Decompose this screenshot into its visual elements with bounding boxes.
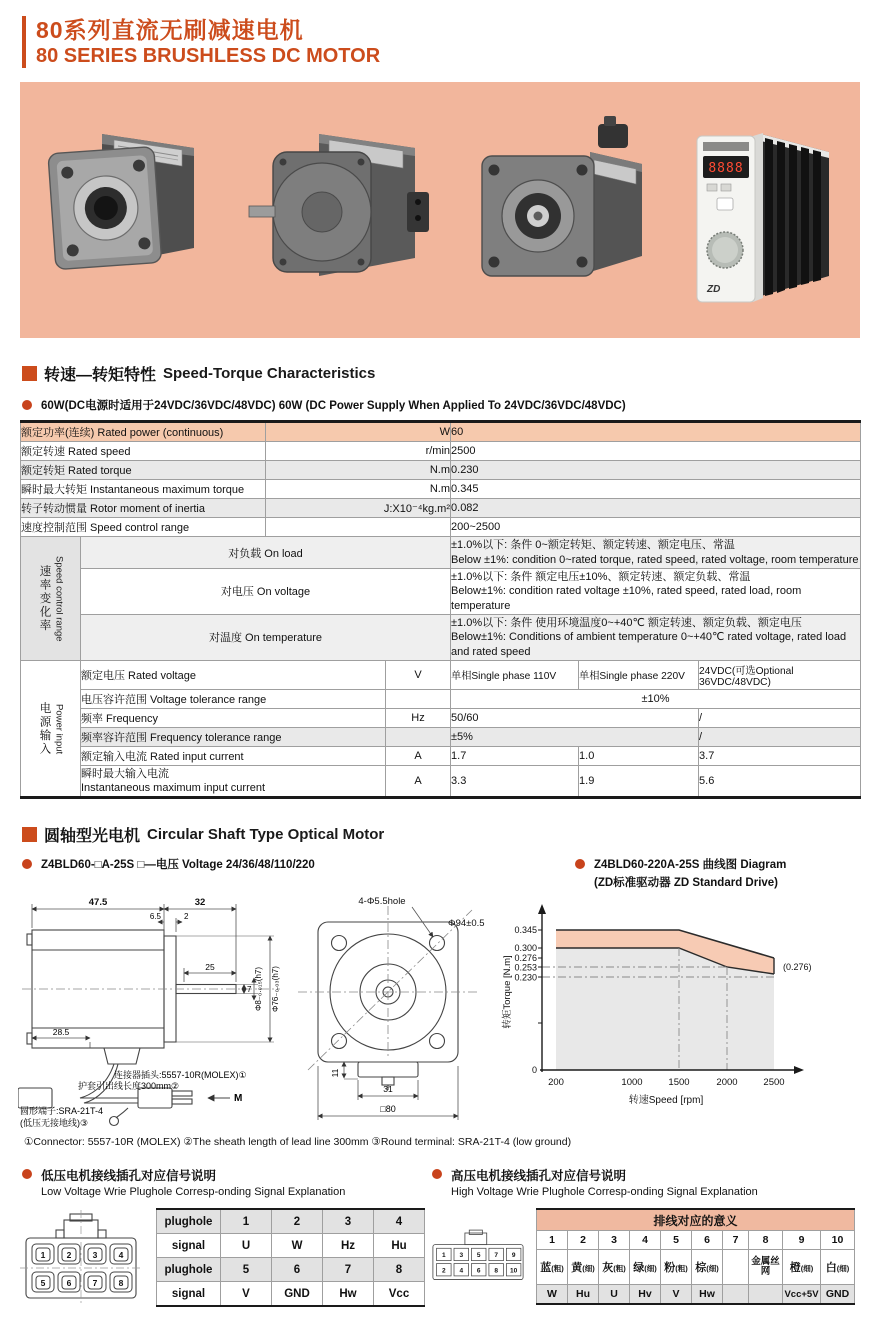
bullet-dot-icon: [575, 859, 585, 869]
spec-row-speed-range: 速度控制范围 Speed control range 200~2500: [21, 518, 861, 537]
speed-torque-chart: [498, 892, 828, 1110]
section-optical-header: [22, 823, 880, 846]
spec-row-frequency: 频率 Frequency Hz 50/60 /: [21, 708, 861, 727]
spec-row-max-current: 瞬时最大输入电流 Instantaneous maximum input current A 3.3 1.9 5.6: [21, 765, 861, 798]
dim-shaft-dia: Φ8₋₀.₀₁₅(h7): [254, 967, 263, 1012]
spec-row-rated-torque: 额定转矩 Rated torque N.m 0.230: [21, 461, 861, 480]
pin-number: 8: [118, 1277, 124, 1288]
section-title-zh: 圆轴型光电机: [44, 828, 141, 846]
dim-pitch-dia: Φ94±0.5: [448, 918, 485, 930]
wiring-section: [20, 1166, 860, 1307]
spec-row-rated-voltage: 电源输入 Power input 额定电压 Rated voltage V 单相Single phase 110V 单相Single phase 220V 24VDC(可选Optional 36VDC/48VDC): [21, 660, 861, 689]
low-voltage-block: [20, 1166, 430, 1307]
spec-row-inertia: 转子转动惯量 Rotor moment of inertia J:X10⁻⁴kg.m² 0.082: [21, 499, 861, 518]
section-speed-torque-header: [22, 362, 880, 385]
dim-32: 32: [194, 897, 206, 909]
group-label-power-input: 电源输入 Power input: [21, 660, 81, 798]
y-tick: 0.253: [514, 962, 537, 973]
low-voltage-signal-table: [156, 1208, 425, 1307]
page-title: 80系列直流无刷减速电机: [36, 17, 304, 43]
pin-number: 5: [40, 1277, 46, 1288]
high-voltage-signal-table: [536, 1208, 855, 1305]
pin-number: 7: [494, 1251, 499, 1259]
pin-number: 4: [118, 1249, 124, 1260]
section-title-en: Circular Shaft Type Optical Motor: [147, 826, 385, 844]
motor-photo-2: [245, 100, 440, 320]
dim-2: 2: [184, 912, 189, 922]
group-label-speed-variation: 速率变化率 Speed control range: [21, 537, 81, 661]
header-accent-bar: [22, 16, 26, 68]
condition-note: [22, 397, 880, 413]
x-tick: 200: [548, 1077, 564, 1089]
table-row: W Hu U Hv V Hw Vcc+5V GND: [537, 1285, 855, 1305]
dim-sq80: □80: [380, 1104, 396, 1115]
footnote: ①Connector: 5557-10R (MOLEX) ②The sheath length of lead line 300mm ③Round terminal: SRA-21T-4 (low ground): [24, 1136, 572, 1149]
section-title-en: Speed-Torque Characteristics: [163, 365, 376, 382]
y-tick: 0.230: [514, 972, 537, 983]
pin-number: 8: [494, 1267, 499, 1275]
bullet-dot-icon: [22, 400, 32, 410]
low-voltage-connector-drawing: [20, 1210, 142, 1306]
high-voltage-block: [430, 1166, 860, 1307]
dim-flange-dia: Φ76₋₀.₀₃(h7): [271, 966, 280, 1013]
driver-photo: [669, 100, 844, 320]
x-tick: 1500: [668, 1077, 690, 1089]
page-subtitle: 80 SERIES BRUSHLESS DC MOTOR: [36, 45, 381, 67]
spec-row-rated-power: 额定功率(连续) Rated power (continuous) W 60: [21, 422, 861, 442]
high-voltage-connector-drawing: [430, 1218, 526, 1296]
page-header: [22, 16, 880, 68]
pin-number: 9: [511, 1251, 516, 1259]
spec-row-on-temperature: 对温度 On temperature ±1.0%以下: 条件 使用环境温度0~+40℃ 额定转速、额定负载、额定电压 Below±1%: Conditions of ambient temperature 0~+40℃ rated voltage, rated load and rated speed: [21, 614, 861, 660]
pin-number: 1: [40, 1249, 46, 1260]
bullet-dot-icon: [432, 1169, 442, 1179]
callout-terminal: 圆形端子:SRA-21T-4: [20, 1106, 104, 1117]
spec-row-on-voltage: 对电压 On voltage ±1.0%以下: 条件 额定电压±10%、额定转速、额定负载、常温 Below±1%: condition rated voltage ±10%, rated speed, rated load, room temperature: [21, 569, 861, 615]
spec-table: [20, 420, 861, 799]
spec-row-on-load: 速率变化率 Speed control range 对负载 On load ±1.0%以下: 条件 0~额定转矩、额定转速、额定电压、常温 Below ±1%: condition 0~rated torque, rated speed, rated voltage, room temperature: [21, 537, 861, 569]
dim-11: 11: [330, 1069, 340, 1078]
pin-number: 2: [441, 1267, 446, 1275]
callout-connector: 连接器插头:5557-10R(MOLEX)①: [114, 1070, 247, 1081]
x-tick: 2500: [763, 1077, 785, 1089]
bullet-dot-icon: [22, 1169, 32, 1179]
side-view-drawing: [18, 892, 286, 1130]
pin-number: 3: [92, 1249, 98, 1260]
chart-ylabel: 转矩Torque [N.m]: [502, 955, 513, 1030]
bullet-dot-icon: [22, 859, 32, 869]
chart-annotation: (0.276): [783, 962, 812, 973]
spec-row-max-torque: 瞬时最大转矩 Instantaneous maximum torque N.m 0.345: [21, 480, 861, 499]
dim-7: 7: [247, 985, 252, 995]
table-row: 蓝(粗) 黄(细) 灰(粗) 绿(细) 粉(粗) 棕(细) 金属丝网 橙(细) 白(细): [537, 1250, 855, 1285]
y-tick: 0: [531, 1065, 537, 1076]
pin-number: 6: [66, 1277, 72, 1288]
spec-row-rated-current: 额定输入电流 Rated input current A 1.7 1.0 3.7: [21, 746, 861, 765]
diagram-note: Z4BLD60-220A-25S 曲线图 Diagram (ZD标准驱动器 ZD Standard Drive): [575, 856, 786, 890]
pin-number: 2: [66, 1249, 72, 1260]
driver-display: 8888: [708, 161, 744, 176]
model-note: Z4BLD60-□A-25S □—电压 Voltage 24/36/48/110/220: [22, 856, 315, 872]
pin-number: 10: [510, 1267, 518, 1275]
low-voltage-title: 低压电机接线插孔对应信号说明 Low Voltage Wrie Plughole Corresp-onding Signal Explanation: [20, 1166, 430, 1198]
pin-number: 4: [459, 1267, 464, 1275]
dim-6-5: 6.5: [149, 912, 161, 922]
dim-holes: 4-Φ5.5hole: [358, 896, 406, 908]
callout-sheath: 护套引出线长度300mm②: [78, 1081, 180, 1092]
pin-number: 6: [476, 1267, 481, 1275]
spec-row-rated-speed: 额定转速 Rated speed r/min 2500: [21, 442, 861, 461]
table-row: plughole 5 6 7 8: [157, 1258, 425, 1282]
chart-xlabel: 转速Speed [rpm]: [628, 1095, 704, 1107]
y-tick: 0.276: [514, 953, 537, 964]
motor-photo-3: [460, 100, 650, 320]
table-row: plughole 1 2 3 4: [157, 1209, 425, 1234]
product-photo-band: [20, 82, 860, 338]
dim-25: 25: [205, 962, 215, 973]
section-title-zh: 转速—转矩特性: [44, 367, 157, 384]
dim-28-5: 28.5: [52, 1027, 70, 1038]
y-tick: 0.300: [514, 943, 537, 954]
pin-number: 5: [476, 1251, 481, 1259]
table-row: 1 2 3 4 5 6 7 8 9 10: [537, 1231, 855, 1250]
table-row: signal V GND Hw Vcc: [157, 1282, 425, 1307]
optical-bullets: [0, 856, 880, 890]
front-view-drawing: [286, 892, 498, 1130]
section-square-icon: [22, 366, 37, 381]
pin-number: 3: [459, 1251, 464, 1259]
table-header-row: 排线对应的意义: [537, 1209, 855, 1231]
table-row: signal U W Hz Hu: [157, 1234, 425, 1258]
drawings-row: [18, 892, 870, 1130]
motor-photo-1: [36, 100, 226, 320]
dim-47-5: 47.5: [88, 897, 108, 909]
m-label: M: [234, 1093, 243, 1105]
condition-note-text: 60W(DC电源时适用于24VDC/36VDC/48VDC) 60W (DC Power Supply When Applied To 24VDC/36VDC/48VDC): [41, 400, 626, 412]
dim-31: 31: [383, 1084, 393, 1095]
driver-logo: ZD: [707, 284, 721, 295]
spec-row-frequency-tolerance: 频率容许范围 Frequency tolerance range ±5% /: [21, 727, 861, 746]
high-voltage-title: 高压电机接线插孔对应信号说明 High Voltage Wrie Plughole Corresp-onding Signal Explanation: [430, 1166, 860, 1198]
spec-row-voltage-tolerance: 电压容许范围 Voltage tolerance range ±10%: [21, 689, 861, 708]
x-tick: 1000: [621, 1077, 643, 1089]
pin-number: 7: [92, 1277, 98, 1288]
section-square-icon: [22, 827, 37, 842]
pin-number: 1: [441, 1251, 446, 1259]
y-tick: 0.345: [514, 925, 537, 936]
callout-ground: (低压无接地线)③: [20, 1118, 89, 1129]
x-tick: 2000: [716, 1077, 738, 1089]
